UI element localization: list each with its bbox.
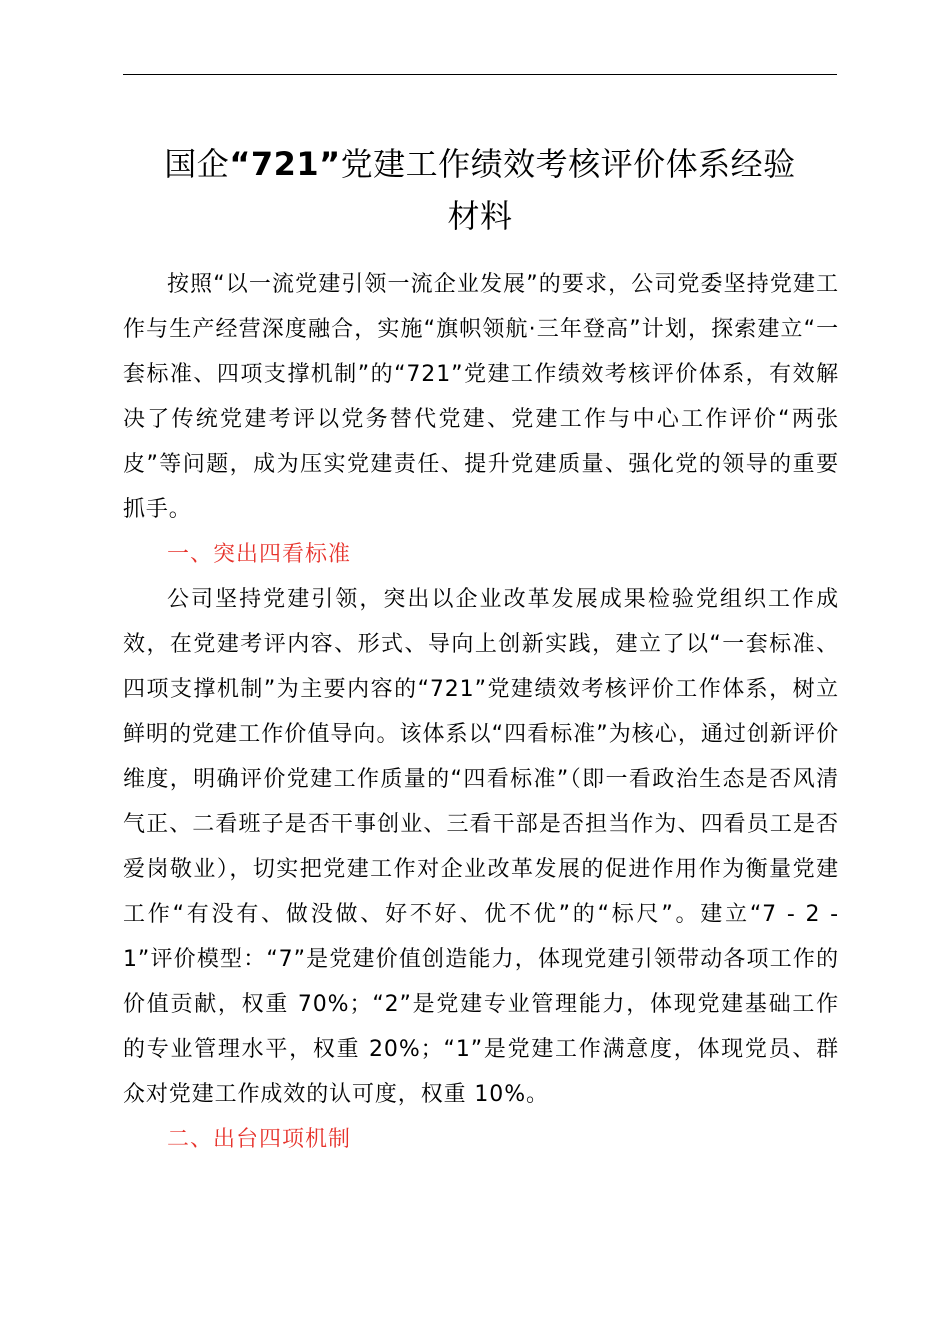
- document-body: [123, 262, 839, 1162]
- section-1-heading: 一、突出四看标准: [167, 542, 352, 567]
- title-prefix: 国企: [164, 145, 230, 183]
- intro-paragraph: 按照“以一流党建引领一流企业发展”的要求，公司党委坚持党建工作与生产经营深度融合，实施“旗帜领航·三年登高”计划，探索建立“一套标准、四项支撑机制”的“721”党建工作绩效考核评价体系，有效解决了传统党建考评以党务替代党建、党建工作与中心工作评价“两张皮”等问题，成为压实党建责任、提升党建质量、强化党的领导的重要抓手。: [123, 272, 839, 522]
- title-line-1: [113, 138, 847, 190]
- section-2-heading: 二、出台四项机制: [167, 1127, 352, 1152]
- title-line-2: 材料: [447, 197, 513, 235]
- section-1-paragraph: 公司坚持党建引领，突出以企业改革发展成果检验党组织工作成效，在党建考评内容、形式、导向上创新实践，建立了以“一套标准、四项支撑机制”为主要内容的“721”党建绩效考核评价工作体系，树立鲜明的党建工作价值导向。该体系以“四看标准”为核心，通过创新评价维度，明确评价党建工作质量的“四看标准”（即一看政治生态是否风清气正、二看班子是否干事创业、三看干部是否担当作为、四看员工是否爱岗敬业），切实把党建工作对企业改革发展的促进作用作为衡量党建工作“有没有、做没做、好不好、优不优”的“标尺”。建立“7 - 2 - 1”评价模型：“7”是党建价值创造能力，体现党建引领带动各项工作的价值贡献，权重 70%；“2”是党建专业管理能力，体现党建基础工作的专业管理水平，权重 20%；“1”是党建工作满意度，体现党员、群众对党建工作成效的认可度，权重 10%。: [123, 587, 839, 1107]
- title-suffix: 党建工作绩效考核评价体系经验: [340, 145, 796, 183]
- title-number: “721”: [229, 145, 341, 183]
- header-rule: [123, 74, 837, 75]
- document-title: [113, 138, 847, 242]
